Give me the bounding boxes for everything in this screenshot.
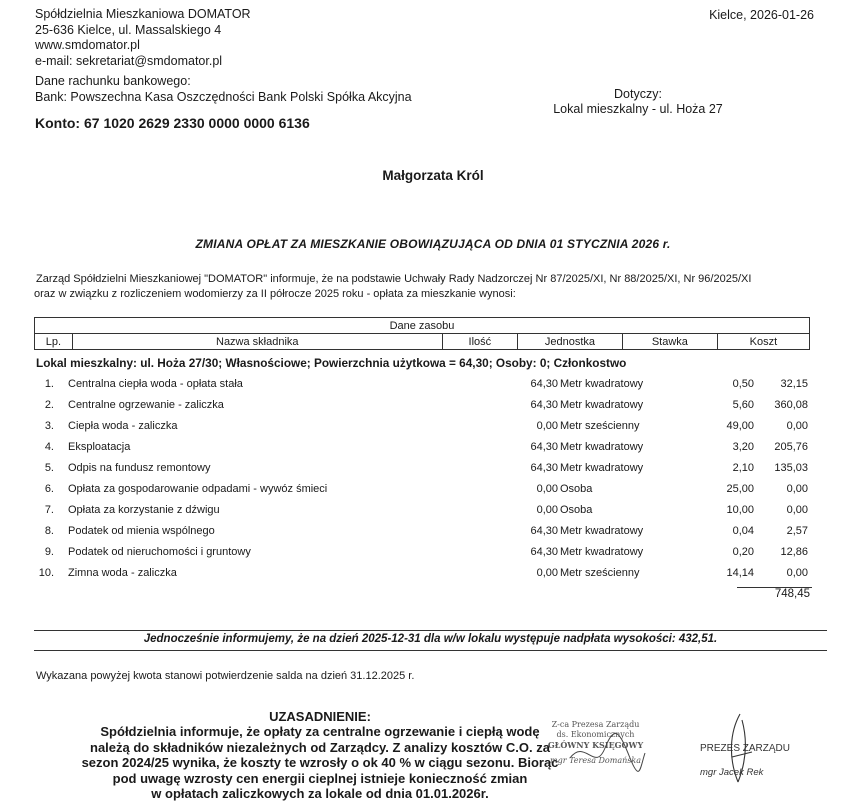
row-qty: 0,00: [536, 567, 558, 579]
row-name: Centralne ogrzewanie - zaliczka: [68, 399, 224, 411]
row-rate: 0,50: [732, 378, 754, 390]
row-name: Opłata za gospodarowanie odpadami - wywóz śmieci: [68, 483, 328, 495]
regarding-label: Dotyczy:: [614, 87, 662, 101]
sender-address: 25-636 Kielce, ul. Massalskiego 4: [35, 22, 222, 37]
table-row: [34, 439, 810, 460]
table-row: [34, 418, 810, 439]
justification-line: w opłatach zaliczkowych za lokale od dnia 01.01.2026r.: [151, 786, 489, 801]
row-unit: Osoba: [560, 483, 593, 495]
row-cost: 32,15: [780, 378, 808, 390]
col-lp: Lp.: [35, 334, 73, 350]
table-row: [34, 397, 810, 418]
col-rate: Stawka: [623, 334, 718, 350]
row-name: Zimna woda - zaliczka: [68, 567, 177, 579]
row-cost: 0,00: [786, 483, 808, 495]
row-rate: 14,14: [726, 567, 754, 579]
location-line: Lokal mieszkalny: ul. Hoża 27/30; Własnościowe; Powierzchnia użytkowa = 64,30; Osoby: 0; Członkostwo: [36, 356, 627, 370]
row-name: Podatek od nieruchomości i gruntowy: [68, 546, 251, 558]
row-unit: Metr sześcienny: [560, 420, 640, 432]
row-rate: 0,20: [732, 546, 754, 558]
table-row: [34, 523, 810, 544]
row-qty: 64,30: [530, 525, 558, 537]
row-qty: 64,30: [530, 378, 558, 390]
col-qty: Ilość: [442, 334, 517, 350]
sender-website: www.smdomator.pl: [35, 38, 140, 52]
document-title: ZMIANA OPŁAT ZA MIESZKANIE OBOWIĄZUJĄCA OD DNIA 01 STYCZNIA 2026 r.: [195, 237, 671, 251]
row-qty: 0,00: [536, 483, 558, 495]
justification-line: należą do składników niezależnych od Zarządcy. Z analizy kosztów C.O. za: [90, 739, 550, 755]
row-name: Podatek od mienia wspólnego: [68, 525, 215, 537]
row-name: Odpis na fundusz remontowy: [68, 462, 211, 474]
stamp-line: ds. Ekonomicznych: [556, 730, 635, 739]
row-cost: 0,00: [786, 420, 808, 432]
row-qty: 64,30: [530, 546, 558, 558]
row-cost: 135,03: [774, 462, 808, 474]
row-cost: 12,86: [780, 546, 808, 558]
row-unit: Metr kwadratowy: [560, 399, 644, 411]
row-unit: Metr kwadratowy: [560, 525, 644, 537]
intro-line-1: Zarząd Spółdzielni Mieszkaniowej "DOMATOR" informuje, że na podstawie Uchwały Rady Nadzorczej Nr 87/2025/XI, Nr 88/2025/XI, Nr 96/2025/XI: [36, 273, 752, 285]
col-cost: Koszt: [717, 334, 809, 350]
row-name: Eksploatacja: [68, 441, 131, 453]
total-amount: 748,45: [774, 588, 810, 600]
row-cost: 0,00: [786, 504, 808, 516]
row-cost: 360,08: [774, 399, 808, 411]
intro-line-2: oraz w związku z rozliczeniem wodomierzy za II półrocze 2025 roku - opłata za mieszkanie wynosi:: [34, 288, 516, 300]
row-cost: 0,00: [786, 567, 808, 579]
row-lp: 8.: [44, 525, 54, 537]
place-date: Kielce, 2026-01-26: [709, 8, 814, 22]
sender-email: e-mail: sekretariat@smdomator.pl: [35, 53, 223, 68]
row-lp: 7.: [44, 504, 54, 516]
bank-label: Dane rachunku bankowego:: [35, 74, 191, 88]
bank-name: Bank: Powszechna Kasa Oszczędności Bank Polski Spółka Akcyjna: [35, 89, 412, 104]
row-lp: 2.: [44, 399, 54, 411]
row-rate: 2,10: [732, 462, 754, 474]
row-qty: 64,30: [530, 399, 558, 411]
justification-title: UZASADNIENIE:: [269, 709, 371, 724]
bank-block: [35, 74, 412, 105]
row-qty: 64,30: [530, 441, 558, 453]
row-unit: Metr kwadratowy: [560, 441, 644, 453]
table-row: [34, 460, 810, 481]
row-lp: 1.: [44, 378, 54, 390]
bank-account: Konto: 67 1020 2629 2330 0000 0000 6136: [35, 115, 310, 131]
row-qty: 64,30: [530, 462, 558, 474]
balance-confirmation: Wykazana powyżej kwota stanowi potwierdzenie salda na dzień 31.12.2025 r.: [36, 670, 415, 682]
info-divider-top: [34, 630, 827, 631]
group-header: Dane zasobu: [35, 318, 810, 334]
table-row: [34, 544, 810, 565]
row-unit: Metr kwadratowy: [560, 378, 644, 390]
row-lp: 4.: [44, 441, 54, 453]
stamp-line: Z-ca Prezesa Zarządu: [551, 720, 640, 729]
row-rate: 49,00: [726, 420, 754, 432]
president-title: PREZES ZARZĄDU: [699, 743, 790, 754]
row-rate: 25,00: [726, 483, 754, 495]
table-row: [34, 565, 810, 586]
row-lp: 3.: [44, 420, 54, 432]
row-name: Centralna ciepła woda - opłata stała: [68, 378, 243, 390]
overpayment-info: Jednocześnie informujemy, że na dzień 2025-12-31 dla w/w lokalu występuje nadpłata wysokości: 432,51.: [143, 633, 718, 645]
sender-name: Spółdzielnia Mieszkaniowa DOMATOR: [35, 7, 251, 21]
row-name: Opłata za korzystanie z dźwigu: [68, 504, 220, 516]
row-unit: Metr sześcienny: [560, 567, 640, 579]
row-rate: 0,04: [732, 525, 754, 537]
row-rate: 3,20: [732, 441, 754, 453]
table-row: [34, 502, 810, 523]
justification-line: pod uwagę wzrosty cen energii cieplnej istnieje konieczność zmian: [112, 770, 528, 786]
stamp-line: mgr Teresa Domańska: [550, 756, 641, 765]
accountant-signature: [560, 718, 650, 778]
row-lp: 5.: [44, 462, 54, 474]
president-name: mgr Jacek Rek: [700, 767, 764, 778]
row-qty: 0,00: [536, 420, 558, 432]
row-lp: 6.: [44, 483, 54, 495]
row-lp: 9.: [44, 546, 54, 558]
fees-rows: [34, 376, 810, 586]
fees-table-header: [34, 317, 810, 350]
row-qty: 0,00: [536, 504, 558, 516]
intro-paragraph: [34, 272, 824, 302]
justification-line: sezon 2024/25 wynika, że koszty te wzrosły o ok 40 % w ciągu sezonu. Biorąc: [81, 755, 559, 770]
row-rate: 10,00: [726, 504, 754, 516]
row-unit: Metr kwadratowy: [560, 462, 644, 474]
table-row: [34, 376, 810, 397]
col-unit: Jednostka: [517, 334, 622, 350]
sender-block: [35, 7, 251, 69]
recipient-name: Małgorzata Król: [382, 168, 484, 183]
row-cost: 205,76: [774, 441, 808, 453]
table-row: [34, 481, 810, 502]
info-divider-bottom: [34, 650, 827, 651]
row-cost: 2,57: [786, 525, 808, 537]
col-name: Nazwa składnika: [72, 334, 442, 350]
row-lp: 10.: [38, 567, 54, 579]
justification-line: Spółdzielnia informuje, że opłaty za centralne ogrzewanie i ciepłą wodę: [100, 724, 540, 739]
justification-text: [35, 724, 605, 802]
row-rate: 5,60: [732, 399, 754, 411]
regarding-block: [548, 87, 728, 117]
row-unit: Osoba: [560, 504, 593, 516]
row-name: Ciepła woda - zaliczka: [68, 420, 178, 432]
regarding-value: Lokal mieszkalny - ul. Hoża 27: [553, 102, 723, 116]
stamp-line: GŁÓWNY KSIĘGOWY: [547, 740, 644, 750]
row-unit: Metr kwadratowy: [560, 546, 644, 558]
